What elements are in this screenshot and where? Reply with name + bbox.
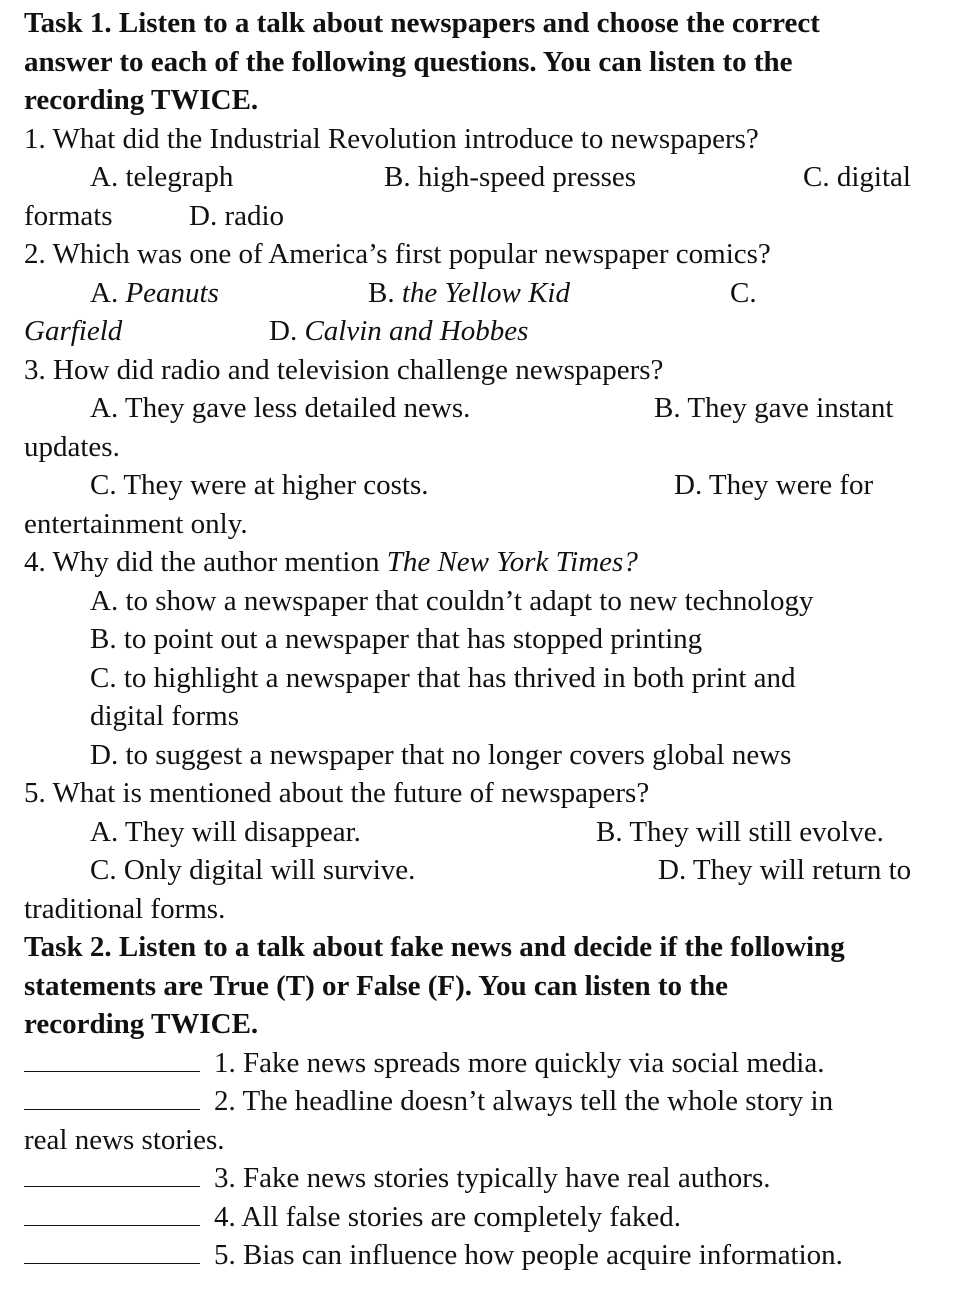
tf-statement-5-text: 5. Bias can influence how people acquire information.	[214, 1239, 843, 1271]
q2-option-a[interactable]	[90, 274, 219, 313]
tf-statement-3-text: 3. Fake news stories typically have real authors.	[214, 1162, 771, 1194]
q2-options-row-2	[24, 312, 959, 351]
q1-option-c-cont: formats	[24, 199, 113, 232]
q4-option-c[interactable]: C. to highlight a newspaper that has thrived in both print and	[90, 661, 796, 694]
q4-option-c-cont: digital forms	[90, 700, 240, 732]
q2-option-c-title: Garfield	[24, 315, 123, 347]
task1-heading-line-3: recording TWICE.	[24, 84, 259, 116]
tf-statement-3	[24, 1159, 959, 1198]
q2-option-c[interactable]: C.	[730, 276, 757, 309]
q2-option-a-title: Peanuts	[125, 276, 219, 309]
q2-option-b-letter: B.	[368, 276, 402, 309]
q5-option-d-cont: traditional forms.	[24, 892, 226, 925]
q4-option-d[interactable]: D. to suggest a newspaper that no longer covers global news	[90, 738, 792, 771]
q1-option-b[interactable]: B. high-speed presses	[384, 161, 637, 193]
task2-heading-line-2: statements are True (T) or False (F). You can listen to the	[24, 969, 728, 1002]
tf-statement-2-text: 2. The headline doesn’t always tell the whole story in	[214, 1085, 834, 1117]
q1-options-row	[24, 158, 959, 197]
answer-blank-2[interactable]	[24, 1082, 200, 1110]
tf-statement-1	[24, 1044, 959, 1083]
answer-blank-1[interactable]	[24, 1044, 200, 1072]
q1-stem: 1. What did the Industrial Revolution introduce to newspapers?	[24, 122, 759, 155]
q5-options-row-2	[24, 851, 959, 890]
task2-heading-line-1: Task 2. Listen to a talk about fake news and decide if the following	[24, 931, 845, 963]
answer-blank-3[interactable]	[24, 1159, 200, 1187]
q5-option-b[interactable]: B. They will still evolve.	[596, 815, 884, 848]
task2-heading-line-3: recording TWICE.	[24, 1008, 259, 1040]
q4-stem-prefix: 4. Why did the author mention	[24, 546, 387, 578]
q4-option-b[interactable]: B. to point out a newspaper that has stopped printing	[90, 623, 703, 655]
q2-stem: 2. Which was one of America’s first popular newspaper comics?	[24, 238, 771, 270]
q2-option-d-letter: D.	[269, 315, 305, 347]
q3-option-b-cont: updates.	[24, 430, 120, 463]
q1-option-c[interactable]: C. digital	[803, 161, 911, 193]
q5-option-d[interactable]: D. They will return to	[658, 854, 912, 886]
q1-options-row-2	[24, 197, 959, 236]
answer-blank-4[interactable]	[24, 1198, 200, 1226]
tf-statement-2-cont: real news stories.	[24, 1123, 225, 1156]
task1-heading-line-2: answer to each of the following questions. You can listen to the	[24, 45, 793, 78]
q3-options-row-2	[24, 466, 959, 505]
q3-option-a[interactable]: A. They gave less detailed news.	[90, 392, 471, 424]
q3-option-d-cont: entertainment only.	[24, 507, 248, 540]
tf-statement-4	[24, 1198, 959, 1237]
q2-option-d-title: Calvin and Hobbes	[304, 315, 529, 347]
q3-options-row	[24, 389, 959, 428]
q4-stem	[24, 543, 959, 582]
tf-statement-5	[24, 1236, 959, 1275]
q3-option-c[interactable]: C. They were at higher costs.	[90, 469, 429, 501]
q3-option-b[interactable]: B. They gave instant	[654, 392, 894, 424]
worksheet	[24, 4, 959, 1275]
q2-option-a-letter: A.	[90, 276, 126, 309]
tf-statement-1-text: 1. Fake news spreads more quickly via social media.	[214, 1046, 825, 1079]
q2-option-b-title: the Yellow Kid	[401, 276, 570, 309]
q2-options-row	[24, 274, 959, 313]
q2-option-b[interactable]	[368, 274, 570, 313]
tf-statement-2	[24, 1082, 959, 1121]
tf-statement-4-text: 4. All false stories are completely faked.	[214, 1200, 682, 1233]
q5-stem: 5. What is mentioned about the future of newspapers?	[24, 777, 650, 809]
q4-stem-title: The New York Times?	[386, 546, 638, 578]
q1-option-d[interactable]: D. radio	[189, 199, 285, 232]
q5-option-a[interactable]: A. They will disappear.	[90, 815, 361, 848]
q1-option-a[interactable]: A. telegraph	[90, 161, 234, 193]
q3-stem: 3. How did radio and television challenge newspapers?	[24, 353, 664, 386]
q3-option-d[interactable]: D. They were for	[674, 469, 874, 501]
answer-blank-5[interactable]	[24, 1236, 200, 1264]
task1-heading-line-1: Task 1. Listen to a talk about newspapers and choose the correct	[24, 7, 820, 39]
q4-option-a[interactable]: A. to show a newspaper that couldn’t adapt to new technology	[90, 584, 814, 617]
q5-options-row	[24, 813, 959, 852]
q5-option-c[interactable]: C. Only digital will survive.	[90, 854, 416, 886]
q2-option-d[interactable]	[269, 312, 528, 351]
